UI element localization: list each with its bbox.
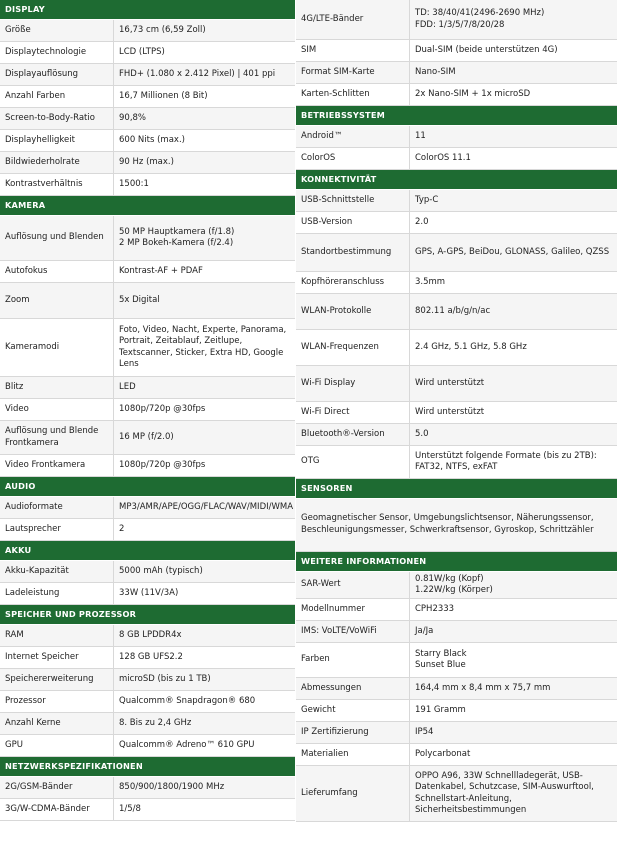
spec-value: 2 (119, 523, 125, 534)
spec-value: 16,73 cm (6,59 Zoll) (119, 24, 206, 35)
spec-value: 11 (415, 130, 426, 141)
spec-row (0, 799, 295, 821)
spec-label: Internet Speicher (0, 647, 114, 668)
spec-value: microSD (bis zu 1 TB) (119, 673, 211, 684)
spec-value: 2.0 (415, 216, 429, 227)
spec-row (0, 130, 295, 152)
spec-value: Nano-SIM (415, 66, 456, 77)
spec-row (0, 20, 295, 42)
spec-label: 2G/GSM-Bänder (0, 777, 114, 798)
spec-value: Starry Black Sunset Blue (415, 648, 467, 670)
spec-value: IP54 (415, 726, 434, 737)
spec-row (296, 272, 617, 294)
section-display (0, 0, 295, 196)
section-betriebssystem (296, 106, 617, 170)
spec-value: 0.81W/kg (Kopf) 1.22W/kg (Körper) (415, 573, 493, 595)
spec-rows (296, 0, 617, 106)
section-kamera (0, 196, 295, 477)
spec-label: Displaytechnologie (0, 42, 114, 63)
spec-row (0, 497, 295, 519)
section-header: BETRIEBSSYSTEM (296, 106, 617, 126)
spec-row (0, 152, 295, 174)
spec-label: Abmessungen (296, 678, 410, 699)
spec-row (296, 678, 617, 700)
spec-value: Foto, Video, Nacht, Experte, Panorama, Portrait, Zeitablauf, Zeitlupe, Textscanner, Sticker, Extra HD, Google Lens (119, 324, 287, 369)
spec-row (0, 86, 295, 108)
section-audio (0, 477, 295, 541)
spec-label: Lautsprecher (0, 519, 114, 540)
spec-value: 8. Bis zu 2,4 GHz (119, 717, 192, 728)
spec-rows (296, 126, 617, 170)
spec-row (296, 366, 617, 402)
spec-label: Kontrastverhältnis (0, 174, 114, 195)
spec-value: 1080p/720p @30fps (119, 459, 206, 470)
spec-rows (0, 20, 295, 196)
spec-row (296, 330, 617, 366)
section-akku (0, 541, 295, 605)
spec-row (0, 625, 295, 647)
spec-value: TD: 38/40/41(2496-2690 MHz) FDD: 1/3/5/7/8/20/28 (415, 8, 545, 30)
spec-value: OPPO A96, 33W Schnellladegerät, USB-Datenkabel, Schutzcase, SIM-Auswurftool, Schnellstart-Anleitung, Sicherheitsbestimmungen (415, 770, 594, 815)
spec-value: 16,7 Millionen (8 Bit) (119, 90, 208, 101)
spec-row (0, 319, 295, 377)
spec-label: Displayhelligkeit (0, 130, 114, 151)
section-netzwerkspezifikationen (0, 757, 295, 821)
spec-label: Lieferumfang (296, 766, 410, 821)
spec-label: Blitz (0, 377, 114, 398)
spec-row (296, 643, 617, 678)
spec-row (296, 234, 617, 272)
spec-label: Standortbestimmung (296, 234, 410, 271)
spec-row (0, 216, 295, 261)
spec-label: GPU (0, 735, 114, 756)
spec-label: USB-Schnittstelle (296, 190, 410, 211)
spec-row (0, 561, 295, 583)
spec-label: Ladeleistung (0, 583, 114, 604)
spec-label: Video Frontkamera (0, 455, 114, 476)
spec-value: MP3/AMR/APE/OGG/FLAC/WAV/MIDI/WMA (119, 501, 294, 512)
right-spec-column (296, 0, 617, 822)
spec-label: 3G/W-CDMA-Bänder (0, 799, 114, 820)
spec-label: Autofokus (0, 261, 114, 282)
spec-row (296, 499, 617, 552)
spec-row (296, 148, 617, 170)
spec-label: Screen-to-Body-Ratio (0, 108, 114, 129)
spec-row (0, 735, 295, 757)
section-header: WEITERE INFORMATIONEN (296, 552, 617, 572)
spec-rows (0, 216, 295, 477)
spec-row (296, 40, 617, 62)
spec-full-text: Geomagnetischer Sensor, Umgebungslichtsensor, Näherungssensor, Beschleunigungsmesser, Schwerkraftsensor, Gyroskop, Schrittzähler (301, 513, 594, 535)
spec-row (0, 647, 295, 669)
spec-label: Gewicht (296, 700, 410, 721)
spec-label: Anzahl Farben (0, 86, 114, 107)
spec-value: 1/5/8 (119, 803, 141, 814)
spec-label: Zoom (0, 283, 114, 318)
spec-rows (296, 499, 617, 552)
spec-row (0, 777, 295, 799)
spec-row (296, 621, 617, 643)
section-header: SENSOREN (296, 479, 617, 499)
spec-label: WLAN-Frequenzen (296, 330, 410, 365)
spec-row (296, 744, 617, 766)
spec-row (296, 62, 617, 84)
section-speicher-und-prozessor (0, 605, 295, 757)
section-header: SPEICHER UND PROZESSOR (0, 605, 295, 625)
spec-value: 128 GB UFS2.2 (119, 651, 183, 662)
spec-label: IMS: VoLTE/VoWiFi (296, 621, 410, 642)
spec-value: Kontrast-AF + PDAF (119, 265, 203, 276)
spec-value: GPS, A-GPS, BeiDou, GLONASS, Galileo, QZSS (415, 246, 610, 257)
spec-row (296, 722, 617, 744)
spec-label: Modellnummer (296, 599, 410, 620)
spec-value: 2.4 GHz, 5.1 GHz, 5.8 GHz (415, 341, 527, 352)
spec-value: 600 Nits (max.) (119, 134, 185, 145)
section-header: KONNEKTIVITÄT (296, 170, 617, 190)
spec-row (296, 700, 617, 722)
spec-label: Video (0, 399, 114, 420)
spec-label: USB-Version (296, 212, 410, 233)
spec-row (296, 424, 617, 446)
spec-value: 802.11 a/b/g/n/ac (415, 305, 491, 316)
section-weitere-informationen (296, 552, 617, 822)
spec-label: WLAN-Protokolle (296, 294, 410, 329)
spec-row (296, 84, 617, 106)
spec-value: 16 MP (f/2.0) (119, 431, 174, 442)
spec-row (0, 261, 295, 283)
spec-value: 1080p/720p @30fps (119, 403, 206, 414)
spec-value: FHD+ (1.080 x 2.412 Pixel) | 401 ppi (119, 68, 276, 79)
spec-value: LED (119, 381, 136, 392)
spec-row (296, 294, 617, 330)
spec-rows (0, 777, 295, 821)
section-header: NETZWERKSPEZIFIKATIONEN (0, 757, 295, 777)
spec-value: Unterstützt folgende Formate (bis zu 2TB): FAT32, NTFS, exFAT (415, 450, 597, 472)
spec-rows (0, 497, 295, 541)
spec-label: Wi-Fi Display (296, 366, 410, 401)
spec-rows (0, 625, 295, 757)
spec-row (0, 519, 295, 541)
spec-value: Typ-C (415, 194, 439, 205)
spec-value: 3.5mm (415, 276, 446, 287)
spec-row (296, 446, 617, 479)
spec-value: Dual-SIM (beide unterstützen 4G) (415, 44, 558, 55)
spec-value: 850/900/1800/1900 MHz (119, 781, 225, 792)
spec-value: LCD (LTPS) (119, 46, 165, 57)
spec-label: Prozessor (0, 691, 114, 712)
spec-label: Displayauflösung (0, 64, 114, 85)
spec-row (0, 174, 295, 196)
spec-value: 1500:1 (119, 178, 149, 189)
spec-value: Qualcomm® Snapdragon® 680 (119, 695, 256, 706)
spec-label: 4G/LTE-Bänder (296, 0, 410, 39)
spec-row (0, 108, 295, 130)
spec-label: Bildwiederholrate (0, 152, 114, 173)
section-header: DISPLAY (0, 0, 295, 20)
spec-row (296, 572, 617, 599)
spec-label: Kameramodi (0, 319, 114, 376)
spec-value: Qualcomm® Adreno™ 610 GPU (119, 739, 255, 750)
spec-row (0, 42, 295, 64)
spec-value: Wird unterstützt (415, 406, 485, 417)
spec-label: Auflösung und Blende Frontkamera (0, 421, 114, 454)
section-konnektivitaet (296, 170, 617, 479)
spec-row (0, 283, 295, 319)
section-header: AUDIO (0, 477, 295, 497)
spec-value: 2x Nano-SIM + 1x microSD (415, 88, 531, 99)
spec-value: Wird unterstützt (415, 377, 485, 388)
spec-label: Akku-Kapazität (0, 561, 114, 582)
spec-label: Materialien (296, 744, 410, 765)
spec-label: OTG (296, 446, 410, 478)
spec-value: ColorOS 11.1 (415, 152, 471, 163)
section-header: KAMERA (0, 196, 295, 216)
spec-rows (0, 561, 295, 605)
spec-label: Format SIM-Karte (296, 62, 410, 83)
spec-label: Bluetooth®-Version (296, 424, 410, 445)
spec-row (296, 599, 617, 621)
spec-row (0, 713, 295, 735)
spec-label: Farben (296, 643, 410, 677)
spec-value: CPH2333 (415, 603, 455, 614)
spec-value: Polycarbonat (415, 748, 471, 759)
spec-label: Wi-Fi Direct (296, 402, 410, 423)
spec-row (296, 212, 617, 234)
spec-label: IP Zertifizierung (296, 722, 410, 743)
spec-value: 8 GB LPDDR4x (119, 629, 182, 640)
spec-label: Kopfhöreranschluss (296, 272, 410, 293)
spec-value: Ja/Ja (415, 625, 434, 636)
section-header: AKKU (0, 541, 295, 561)
spec-row (0, 421, 295, 455)
left-spec-column (0, 0, 295, 821)
spec-label: Auflösung und Blenden (0, 216, 114, 260)
spec-row (296, 766, 617, 822)
spec-row (0, 691, 295, 713)
spec-row (0, 455, 295, 477)
spec-label: SIM (296, 40, 410, 61)
spec-value: 90 Hz (max.) (119, 156, 174, 167)
spec-value: 5.0 (415, 428, 429, 439)
spec-label: Audioformate (0, 497, 114, 518)
spec-value: 50 MP Hauptkamera (f/1.8) 2 MP Bokeh-Kamera (f/2.4) (119, 226, 235, 248)
section-sensoren (296, 479, 617, 552)
spec-label: Anzahl Kerne (0, 713, 114, 734)
spec-value: 5000 mAh (typisch) (119, 565, 203, 576)
spec-label: Speichererweiterung (0, 669, 114, 690)
spec-value: 164,4 mm x 8,4 mm x 75,7 mm (415, 682, 551, 693)
spec-row (0, 377, 295, 399)
spec-row (0, 583, 295, 605)
spec-row (0, 64, 295, 86)
spec-value: 5x Digital (119, 294, 160, 305)
spec-row (296, 190, 617, 212)
spec-row (296, 402, 617, 424)
spec-label: RAM (0, 625, 114, 646)
spec-label: Android™ (296, 126, 410, 147)
spec-row (0, 399, 295, 421)
spec-row (0, 669, 295, 691)
spec-row (296, 126, 617, 148)
spec-label: ColorOS (296, 148, 410, 169)
spec-label: Größe (0, 20, 114, 41)
spec-value: 33W (11V/3A) (119, 587, 179, 598)
section-continued (296, 0, 617, 106)
spec-row (296, 0, 617, 40)
spec-rows (296, 572, 617, 822)
spec-label: SAR-Wert (296, 572, 410, 598)
spec-value: 90,8% (119, 112, 147, 123)
spec-label: Karten-Schlitten (296, 84, 410, 105)
spec-value: 191 Gramm (415, 704, 466, 715)
spec-rows (296, 190, 617, 479)
